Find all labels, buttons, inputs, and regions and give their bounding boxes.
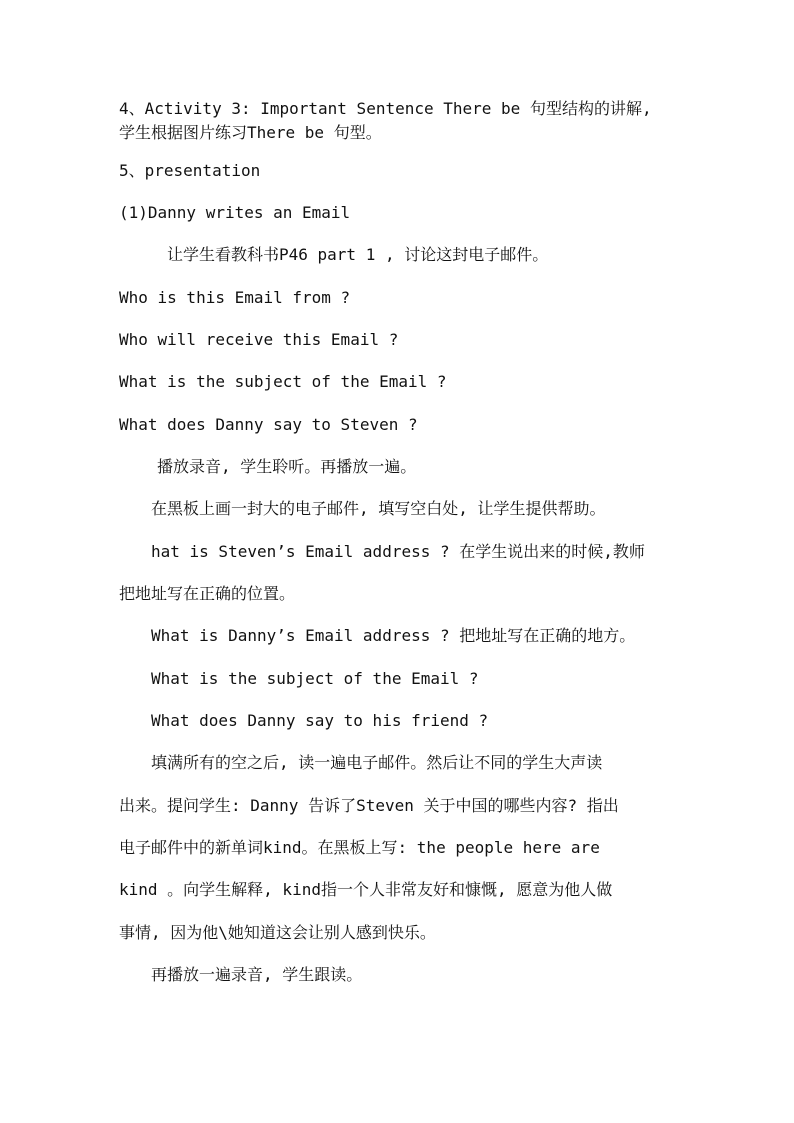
presentation-heading: 5、presentation [119,161,261,180]
paragraph-line: 电子邮件中的新单词kind。在黑板上写: the people here are [119,838,600,857]
activity-3-description: 学生根据图片练习There be 句型。 [119,123,382,142]
instruction-text: 把地址写在正确的位置。 [119,584,296,603]
paragraph-line: 出来。提问学生: Danny 告诉了Steven 关于中国的哪些内容? 指出 [119,796,619,815]
question-line: What does Danny say to Steven ? [119,415,418,434]
instruction-text: 再播放一遍录音, 学生跟读。 [151,965,363,984]
section-1-heading: (1)Danny writes an Email [119,203,351,222]
instruction-text: 在黑板上画一封大的电子邮件, 填写空白处, 让学生提供帮助。 [151,499,606,518]
question-line: Who will receive this Email ? [119,330,399,349]
question-line: What is the subject of the Email ? [151,669,479,688]
activity-3-heading: 4、Activity 3: Important Sentence There be 句型结构的讲解, [119,99,652,118]
instruction-text: 让学生看教科书P46 part 1 , 讨论这封电子邮件。 [167,245,549,264]
question-line: What does Danny say to his friend ? [151,711,489,730]
question-line: Who is this Email from ? [119,288,351,307]
paragraph-line: 事情, 因为他\她知道这会让别人感到快乐。 [119,923,436,942]
question-line: What is the subject of the Email ? [119,372,447,391]
instruction-text: 播放录音, 学生聆听。再播放一遍。 [157,457,417,476]
paragraph-line: kind 。向学生解释, kind指一个人非常友好和慷慨, 愿意为他人做 [119,880,613,899]
instruction-text: hat is Steven’s Email address ? 在学生说出来的时候,教师 [151,542,645,561]
paragraph-line: 填满所有的空之后, 读一遍电子邮件。然后让不同的学生大声读 [151,753,603,772]
instruction-text: What is Danny’s Email address ? 把地址写在正确的地方。 [151,626,636,645]
